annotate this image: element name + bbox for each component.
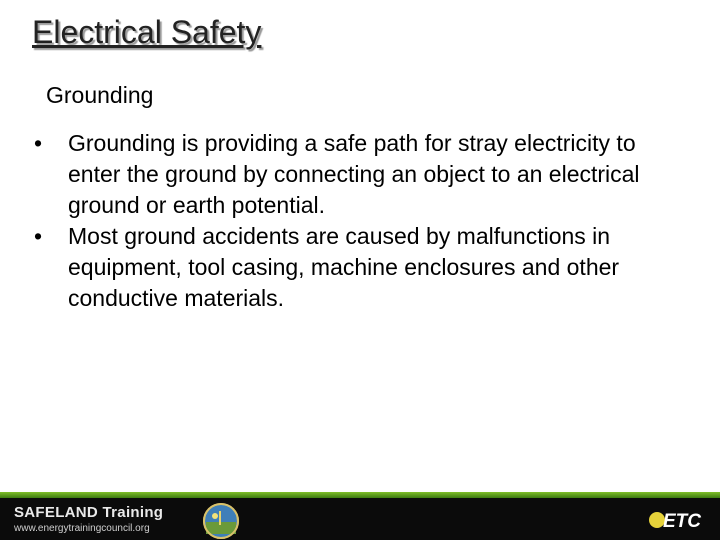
state-seal-icon xyxy=(202,502,240,540)
bullet-item xyxy=(28,128,668,221)
slide-title: Electrical Safety xyxy=(32,14,262,50)
bullet-text: Grounding is providing a safe path for stray electricity to enter the ground by connecting an object to an electrical ground or earth potential. xyxy=(68,130,640,218)
bullet-marker: • xyxy=(33,130,43,156)
etc-logo-text: ETC xyxy=(663,511,701,532)
bullet-item xyxy=(28,221,668,314)
bullet-list xyxy=(28,128,668,314)
footer-brand: SAFELAND Training xyxy=(14,504,164,521)
footer-bar xyxy=(0,492,720,540)
footer-stripe xyxy=(0,492,720,498)
slide-subtitle: Grounding xyxy=(46,82,154,108)
bullet-text: Most ground accidents are caused by malfunctions in equipment, tool casing, machine enclosures and other conductive materials. xyxy=(68,223,620,311)
footer-website: www.energytrainingcouncil.org xyxy=(14,523,150,534)
etc-logo-icon xyxy=(648,508,710,532)
bullet-marker: • xyxy=(33,223,43,249)
